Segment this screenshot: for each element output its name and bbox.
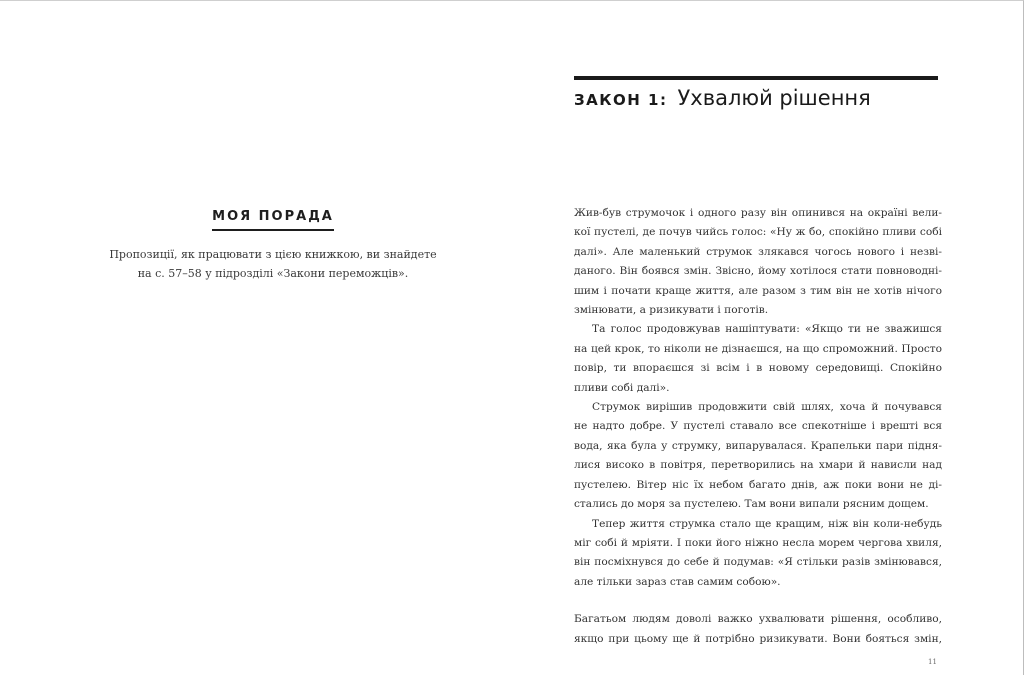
text-line: якщо при цьому ще й потрібно ризикувати. Вони бояться змін, xyxy=(574,632,942,645)
text-line: змінювати, а ризикувати і поготів. xyxy=(574,304,769,317)
text-line: кої пустелі, де почув чийсь голос: «Ну ж бо, спокійно пливи собі xyxy=(574,226,942,239)
page-number: 11 xyxy=(928,658,937,666)
text-line: далі». Але маленький струмок злякався чогось нового і незві- xyxy=(574,245,942,258)
chapter-label: ЗАКОН 1: xyxy=(574,91,668,109)
paragraph xyxy=(574,204,942,320)
text-line: він посміхнувся до себе й подумав: «Я стільки разів змінювався, xyxy=(574,556,942,569)
paragraph xyxy=(574,398,942,514)
paragraph xyxy=(574,610,942,649)
advice-text xyxy=(96,245,450,283)
text-line: Жив-був струмочок і одного разу він опинився на окраїні вели- xyxy=(574,207,942,219)
chapter-heading xyxy=(574,86,871,110)
text-line: пустелею. Вітер ніс їх небом багато днів, аж поки вони не ді- xyxy=(574,478,942,491)
text-line: але тільки зараз став самим собою». xyxy=(574,575,781,588)
text-line: стались до моря за пустелею. Там вони випали рясним дощем. xyxy=(574,498,929,511)
text-line: даного. Він боявся змін. Звісно, йому хотілося стати повноводні- xyxy=(574,265,942,278)
advice-line: Пропозиції, як працювати з цією книжкою, ви знайдете xyxy=(109,248,437,261)
paragraph xyxy=(574,320,942,398)
text-line: не надто добре. У пустелі ставало все спекотніше і врешті вся xyxy=(574,420,942,433)
text-line: Багатьом людям доволі важко ухвалювати рішення, особливо, xyxy=(574,613,942,626)
advice-title: МОЯ ПОРАДА xyxy=(212,209,334,231)
advice-line: на с. 57–58 у підрозділі «Закони переможців». xyxy=(137,267,409,280)
text-line: Струмок вирішив продовжити свій шлях, хоча й почувався xyxy=(592,401,942,414)
text-line: лися високо в повітря, перетворились на хмари й нависли над xyxy=(574,459,942,472)
advice-box xyxy=(96,205,450,283)
paragraph-gap xyxy=(574,592,942,610)
chapter-body xyxy=(574,204,942,649)
paragraph xyxy=(574,515,942,593)
text-line: вода, яка була у струмку, випарувалася. Крапельки пари підня- xyxy=(574,439,942,452)
text-line: Тепер життя струмка стало ще кращим, ніж він коли-небудь xyxy=(592,517,942,530)
chapter-title: Ухвалюй рішення xyxy=(677,86,871,110)
text-line: на цей крок, то ніколи не дізнаєшся, на що спроможний. Просто xyxy=(574,342,942,355)
text-line: шим і почати краще життя, але разом з тим він не хотів нічого xyxy=(574,284,942,297)
chapter-rule xyxy=(574,76,938,80)
text-line: міг собі й мріяти. І поки його ніжно несла морем чергова хвиля, xyxy=(574,536,942,549)
text-line: повір, ти впораєшся зі всім і в новому середовищі. Спокійно xyxy=(574,362,942,375)
text-line: пливи собі далі». xyxy=(574,381,670,394)
text-line: Та голос продовжував нашіптувати: «Якщо ти не зважишся xyxy=(592,323,942,336)
